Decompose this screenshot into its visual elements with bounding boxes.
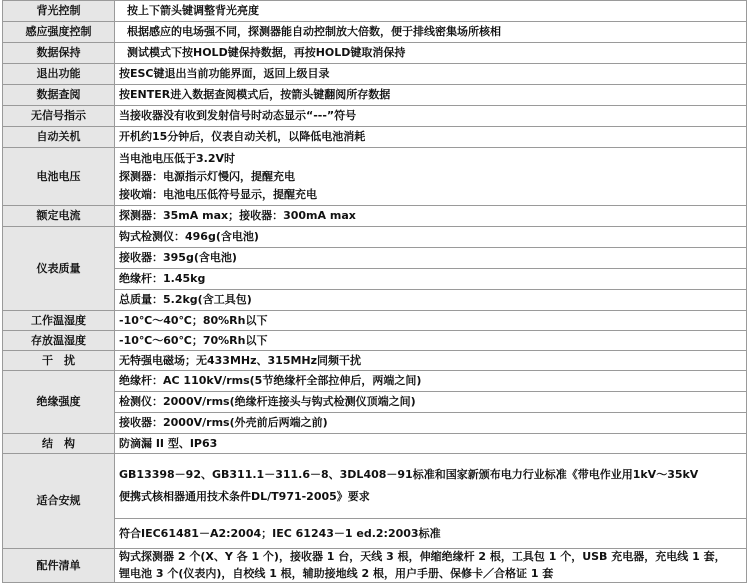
row-value <box>115 148 747 206</box>
row-label: 电池电压 <box>3 148 115 206</box>
row-value: 接收器：2000V/rms(外壳前后两端之前) <box>115 413 747 434</box>
row-value: 根据感应的电场强不同，探测器能自动控制放大倍数，便于排线密集场所核相 <box>115 22 747 43</box>
row-value: 按ESC键退出当前功能界面，返回上级目录 <box>115 64 747 85</box>
row-value: 钩式检测仪：496g(含电池) <box>115 227 747 248</box>
row-label: 绝缘强度 <box>3 371 115 434</box>
value-line: 便携式核相器通用技术条件DL/T971-2005》要求 <box>119 490 370 503</box>
row-value: 开机约15分钟后，仪表自动关机，以降低电池消耗 <box>115 127 747 148</box>
table-row <box>3 206 747 227</box>
row-label: 无信号指示 <box>3 106 115 127</box>
spec-table <box>2 0 747 583</box>
table-row <box>3 227 747 248</box>
row-label: 配件清单 <box>3 549 115 583</box>
table-row <box>3 434 747 454</box>
table-row <box>3 248 747 269</box>
table-row <box>3 43 747 64</box>
row-value: 接收器：395g(含电池) <box>115 248 747 269</box>
row-value: 测试模式下按HOLD键保持数据，再按HOLD键取消保持 <box>115 43 747 64</box>
table-row <box>3 413 747 434</box>
table-row <box>3 148 747 206</box>
value-line: 探测器：电源指示灯慢闪，提醒充电 <box>119 169 295 183</box>
row-value: 防滴漏 II 型、IP63 <box>115 434 747 454</box>
value-line: 锂电池 3 个(仪表内)，自校线 1 根，辅助接地线 2 根，用户手册、保修卡／合格证 1 套 <box>119 567 554 580</box>
table-row <box>3 549 747 583</box>
table-row <box>3 269 747 290</box>
row-value: 探测器：35mA max；接收器：300mA max <box>115 206 747 227</box>
row-value: 符合IEC61481－A2:2004；IEC 61243－1 ed.2:2003标准 <box>115 519 747 549</box>
table-row <box>3 1 747 22</box>
row-value: -10℃～60℃；70%Rh以下 <box>115 331 747 351</box>
value-line: 钩式探测器 2 个(X、Y 各 1 个)，接收器 1 台，天线 3 根，伸缩绝缘杆 2 根，工具包 1 个，USB 充电器，充电线 1 套， <box>119 550 726 563</box>
row-label: 干 扰 <box>3 351 115 371</box>
row-label: 额定电流 <box>3 206 115 227</box>
row-label: 感应强度控制 <box>3 22 115 43</box>
table-row <box>3 127 747 148</box>
row-value: 绝缘杆：1.45kg <box>115 269 747 290</box>
row-value: 按ENTER进入数据查阅模式后，按箭头键翻阅所存数据 <box>115 85 747 106</box>
row-value: 检测仪：2000V/rms(绝缘杆连接头与钩式检测仪顶端之间) <box>115 392 747 413</box>
row-value: 总质量：5.2kg(含工具包) <box>115 290 747 311</box>
row-value <box>115 549 747 583</box>
table-row <box>3 392 747 413</box>
table-row <box>3 22 747 43</box>
row-label: 结 构 <box>3 434 115 454</box>
row-value: -10℃～40℃；80%Rh以下 <box>115 311 747 331</box>
row-label: 仪表质量 <box>3 227 115 311</box>
row-label: 适合安规 <box>3 454 115 549</box>
row-label: 数据保持 <box>3 43 115 64</box>
table-row <box>3 290 747 311</box>
row-label: 数据查阅 <box>3 85 115 106</box>
table-row <box>3 371 747 392</box>
row-value: 无特强电磁场；无433MHz、315MHz同频干扰 <box>115 351 747 371</box>
row-label: 工作温湿度 <box>3 311 115 331</box>
value-line: 当电池电压低于3.2V时 <box>119 151 235 165</box>
table-row <box>3 519 747 549</box>
row-value: 按上下箭头键调整背光亮度 <box>115 1 747 22</box>
table-row <box>3 311 747 331</box>
row-label: 存放温湿度 <box>3 331 115 351</box>
row-label: 背光控制 <box>3 1 115 22</box>
row-value <box>115 454 747 519</box>
table-row <box>3 106 747 127</box>
table-row <box>3 64 747 85</box>
row-label: 自动关机 <box>3 127 115 148</box>
value-line: 接收端：电池电压低符号显示，提醒充电 <box>119 187 317 201</box>
table-row <box>3 331 747 351</box>
row-value: 绝缘杆：AC 110kV/rms(5节绝缘杆全部拉伸后，两端之间) <box>115 371 747 392</box>
table-row <box>3 454 747 519</box>
row-value: 当接收器没有收到发射信号时动态显示“---”符号 <box>115 106 747 127</box>
value-line: GB13398－92、GB311.1－311.6－8、3DL408－91标准和国家新颁布电力行业标准《带电作业用1kV～35kV <box>119 468 699 481</box>
table-row <box>3 351 747 371</box>
table-row <box>3 85 747 106</box>
row-label: 退出功能 <box>3 64 115 85</box>
